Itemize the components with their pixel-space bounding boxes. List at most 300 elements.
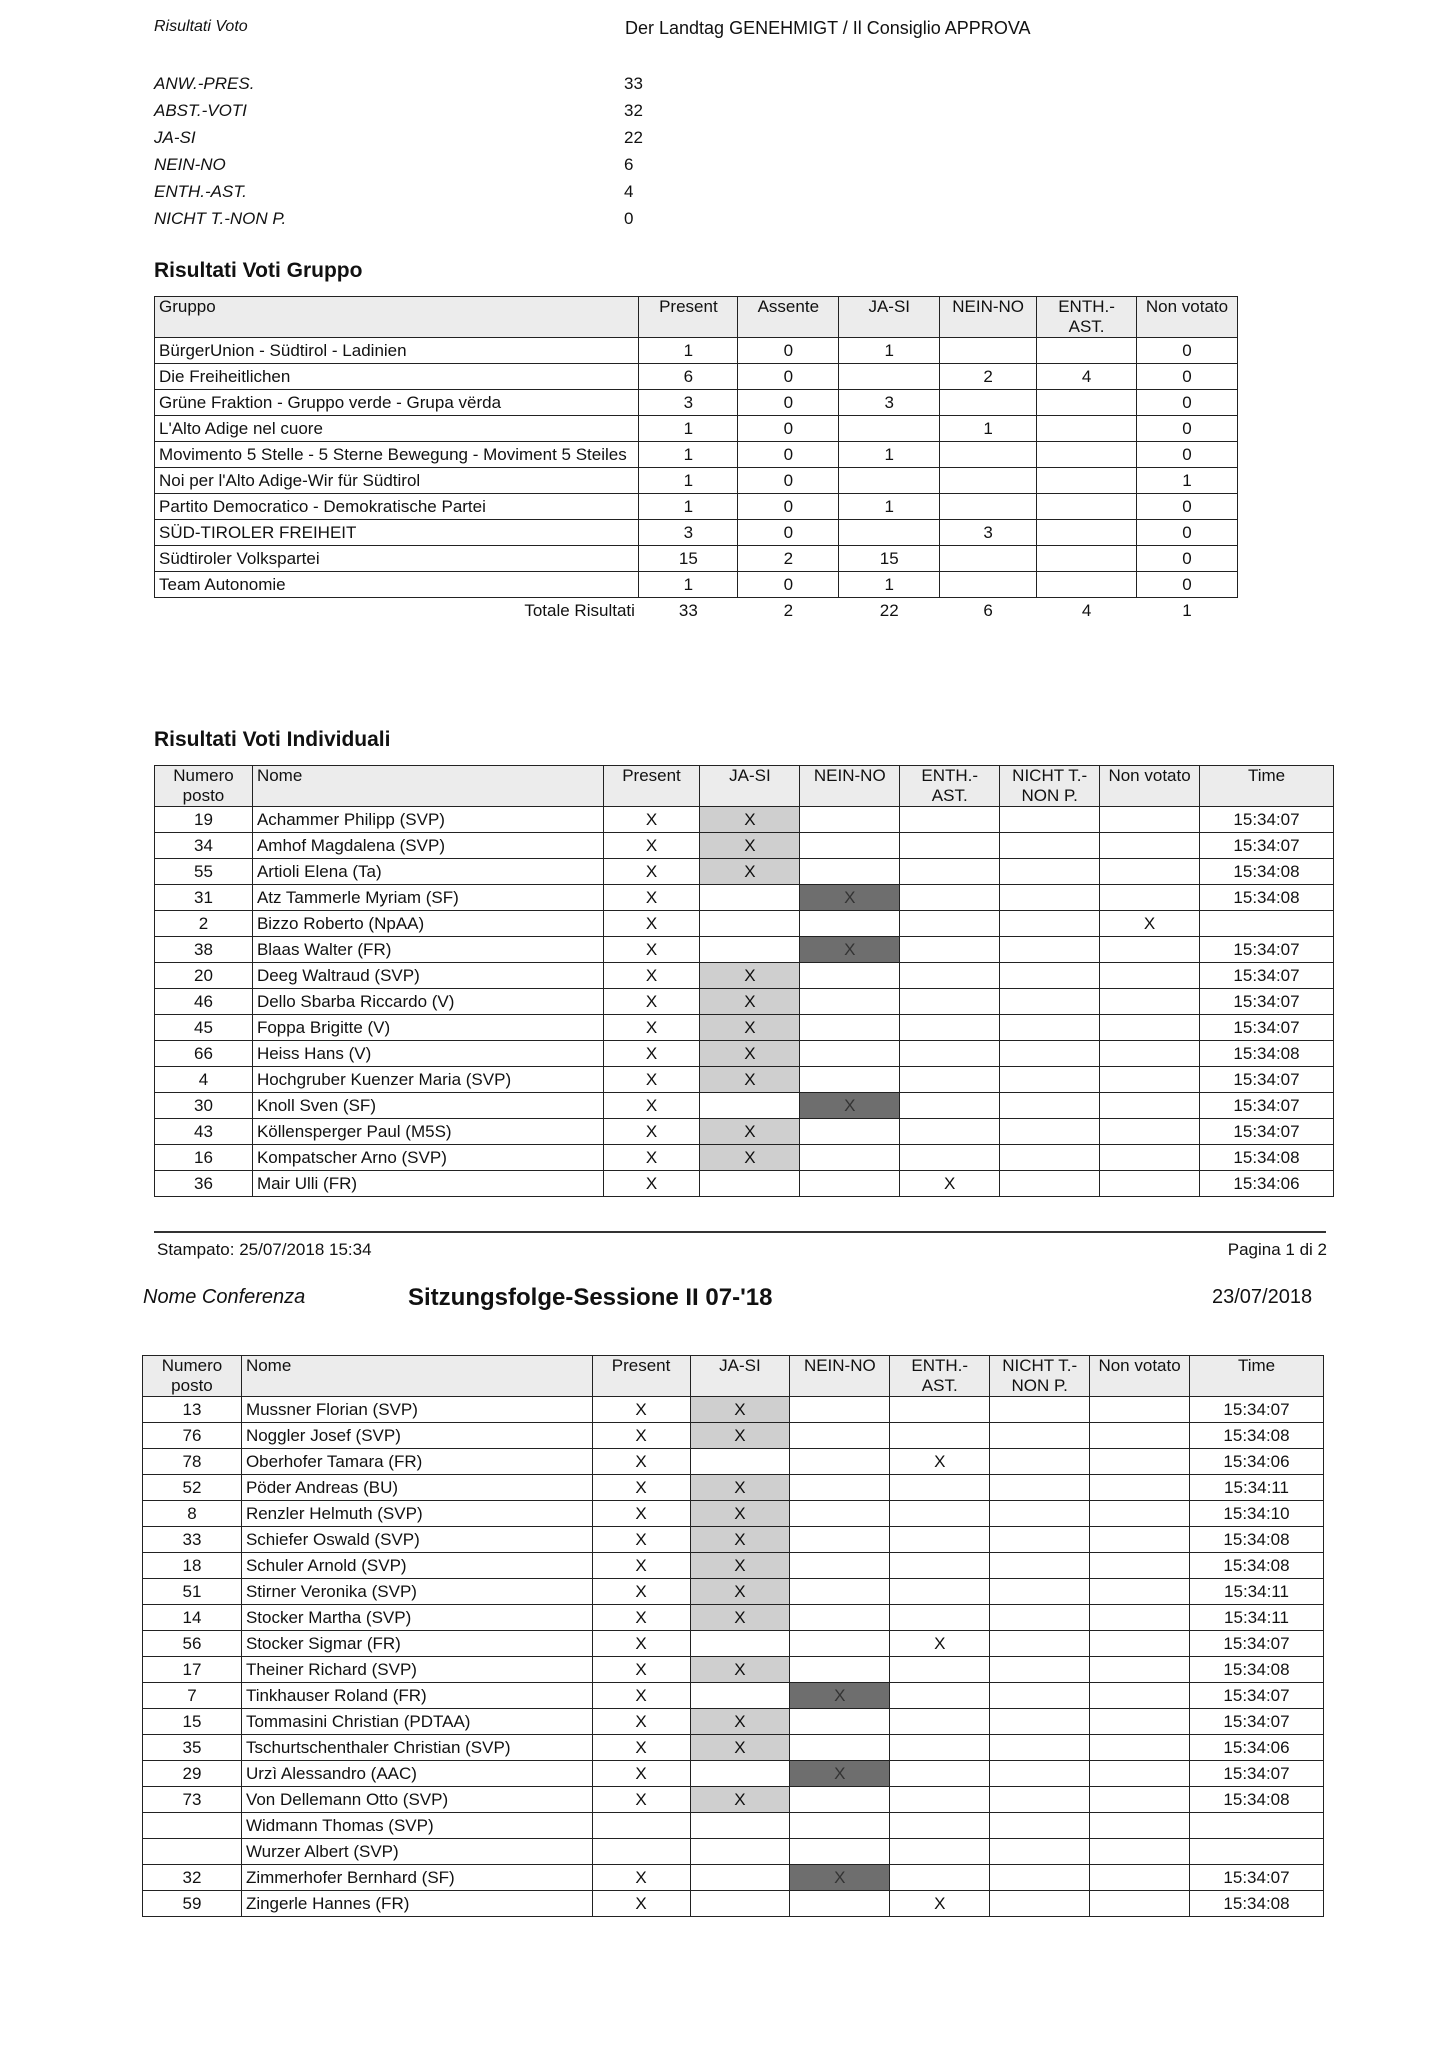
enth-ast-cell (890, 1527, 990, 1553)
ja-si-cell: X (690, 1397, 790, 1423)
vote-time: 15:34:08 (1200, 885, 1334, 911)
nicht-t-cell (990, 1657, 1090, 1683)
group-row (155, 572, 1238, 598)
vote-time (1190, 1813, 1324, 1839)
non-votato-cell (1090, 1813, 1190, 1839)
summary-row (154, 97, 643, 124)
enth-ast-cell (890, 1657, 990, 1683)
seat-number: 56 (143, 1631, 242, 1657)
seat-number: 31 (155, 885, 253, 911)
individual-row (155, 885, 1334, 911)
nein-no-cell (790, 1839, 890, 1865)
member-name: Oberhofer Tamara (FR) (241, 1449, 592, 1475)
nicht-t-cell (990, 1631, 1090, 1657)
individual-row (155, 1119, 1334, 1145)
group-total-cell: 33 (678, 600, 698, 620)
member-name: Dello Sbarba Riccardo (V) (252, 989, 603, 1015)
group-row (155, 468, 1238, 494)
group-cell: 2 (940, 364, 1037, 390)
nicht-t-cell (990, 1449, 1090, 1475)
summary-value: 32 (624, 101, 643, 120)
member-name: Mair Ulli (FR) (252, 1171, 603, 1197)
present-cell: X (592, 1475, 690, 1501)
member-name: Schuler Arnold (SVP) (241, 1553, 592, 1579)
nicht-t-cell (990, 1865, 1090, 1891)
vote-time: 15:34:07 (1200, 1119, 1334, 1145)
vote-time: 15:34:07 (1200, 1093, 1334, 1119)
group-cell (1037, 338, 1137, 364)
nicht-t-cell (990, 1475, 1090, 1501)
conference-label: Nome Conferenza (143, 1286, 306, 1308)
ja-si-cell: X (700, 833, 800, 859)
seat-number (143, 1813, 242, 1839)
nicht-t-cell (1000, 1015, 1100, 1041)
non-votato-cell (1100, 1119, 1200, 1145)
summary-label: ENTH.-AST. (154, 182, 247, 201)
group-results-title: Risultati Voti Gruppo (154, 259, 363, 282)
group-column-header: Non votato (1137, 297, 1238, 338)
group-cell: 0 (738, 416, 839, 442)
ja-si-cell: X (690, 1735, 790, 1761)
vote-time: 15:34:10 (1190, 1501, 1324, 1527)
group-cell: 0 (738, 494, 839, 520)
group-cell (940, 390, 1037, 416)
summary-label: NEIN-NO (154, 155, 226, 174)
seat-number (143, 1839, 242, 1865)
ja-si-cell: X (700, 963, 800, 989)
nein-no-cell (790, 1735, 890, 1761)
ja-si-cell: X (690, 1579, 790, 1605)
present-cell (592, 1813, 690, 1839)
vote-time: 15:34:08 (1190, 1787, 1324, 1813)
non-votato-cell (1090, 1865, 1190, 1891)
individual-row (143, 1865, 1324, 1891)
group-cell: 1 (839, 494, 940, 520)
non-votato-cell (1090, 1527, 1190, 1553)
nicht-t-cell (990, 1423, 1090, 1449)
nein-no-cell (800, 859, 900, 885)
individual-row (143, 1657, 1324, 1683)
ja-si-cell: X (690, 1605, 790, 1631)
group-cell: 3 (639, 390, 738, 416)
present-cell: X (603, 911, 700, 937)
group-cell: 0 (738, 364, 839, 390)
ja-si-cell: X (690, 1553, 790, 1579)
seat-number: 15 (143, 1709, 242, 1735)
individual-row (143, 1631, 1324, 1657)
seat-number: 43 (155, 1119, 253, 1145)
nicht-t-cell (1000, 989, 1100, 1015)
vote-time: 15:34:07 (1200, 989, 1334, 1015)
individual-column-header: Non votato (1090, 1356, 1190, 1397)
seat-number: 52 (143, 1475, 242, 1501)
nicht-t-cell (990, 1735, 1090, 1761)
conference-date: 23/07/2018 (1212, 1286, 1313, 1308)
present-cell: X (592, 1527, 690, 1553)
nein-no-cell (790, 1787, 890, 1813)
individual-row (143, 1423, 1324, 1449)
ja-si-cell: X (690, 1787, 790, 1813)
group-cell (1037, 494, 1137, 520)
seat-number: 7 (143, 1683, 242, 1709)
group-cell: 0 (738, 338, 839, 364)
non-votato-cell (1100, 1171, 1200, 1197)
seat-number: 55 (155, 859, 253, 885)
group-cell: 1 (639, 416, 738, 442)
non-votato-cell (1100, 989, 1200, 1015)
group-cell (1037, 520, 1137, 546)
seat-number: 45 (155, 1015, 253, 1041)
summary-row (154, 124, 643, 151)
nicht-t-cell (990, 1683, 1090, 1709)
enth-ast-cell (900, 807, 1000, 833)
individual-results-table-page1 (154, 765, 1334, 1197)
member-name: Hochgruber Kuenzer Maria (SVP) (252, 1067, 603, 1093)
header-left: Risultati Voto (154, 18, 248, 35)
vote-time: 15:34:08 (1190, 1527, 1324, 1553)
group-column-header: Gruppo (155, 297, 639, 338)
individual-results-title: Risultati Voti Individuali (154, 728, 391, 751)
group-cell: 1 (839, 572, 940, 598)
present-cell: X (603, 833, 700, 859)
group-row (155, 338, 1238, 364)
group-cell: 1 (839, 338, 940, 364)
individual-row (143, 1787, 1324, 1813)
nein-no-cell (790, 1709, 890, 1735)
present-cell: X (592, 1683, 690, 1709)
individual-column-header: JA-SI (700, 766, 800, 807)
group-cell: 0 (1137, 494, 1238, 520)
vote-time: 15:34:07 (1190, 1761, 1324, 1787)
enth-ast-cell (890, 1423, 990, 1449)
seat-number: 18 (143, 1553, 242, 1579)
present-cell: X (592, 1449, 690, 1475)
nein-no-cell (790, 1397, 890, 1423)
enth-ast-cell (900, 1093, 1000, 1119)
nein-no-cell (790, 1423, 890, 1449)
non-votato-cell (1100, 1093, 1200, 1119)
vote-time: 15:34:06 (1190, 1735, 1324, 1761)
group-total-label: Totale Risultati (524, 600, 635, 620)
group-cell: 15 (639, 546, 738, 572)
group-row (155, 494, 1238, 520)
enth-ast-cell (900, 885, 1000, 911)
summary-value: 6 (624, 155, 634, 174)
non-votato-cell (1090, 1839, 1190, 1865)
group-column-header: JA-SI (839, 297, 940, 338)
individual-column-header: Nome (252, 766, 603, 807)
present-cell: X (592, 1501, 690, 1527)
vote-time: 15:34:07 (1200, 807, 1334, 833)
nicht-t-cell (990, 1839, 1090, 1865)
vote-time: 15:34:07 (1200, 1015, 1334, 1041)
non-votato-cell (1090, 1709, 1190, 1735)
vote-time: 15:34:07 (1200, 833, 1334, 859)
individual-row (143, 1735, 1324, 1761)
group-cell: 0 (738, 468, 839, 494)
individual-row (155, 833, 1334, 859)
seat-number: 19 (155, 807, 253, 833)
enth-ast-cell (890, 1813, 990, 1839)
enth-ast-cell (900, 1067, 1000, 1093)
group-total-cell: 22 (879, 600, 899, 620)
enth-ast-cell (890, 1579, 990, 1605)
present-cell: X (592, 1553, 690, 1579)
individual-row (155, 807, 1334, 833)
non-votato-cell (1090, 1735, 1190, 1761)
nicht-t-cell (1000, 1119, 1100, 1145)
enth-ast-cell (890, 1553, 990, 1579)
seat-number: 13 (143, 1397, 242, 1423)
individual-results-table-page2 (142, 1355, 1324, 1917)
member-name: Deeg Waltraud (SVP) (252, 963, 603, 989)
group-cell: 3 (839, 390, 940, 416)
non-votato-cell (1100, 963, 1200, 989)
nein-no-cell (790, 1579, 890, 1605)
nicht-t-cell (1000, 833, 1100, 859)
ja-si-cell: X (700, 859, 800, 885)
nein-no-cell (790, 1891, 890, 1917)
ja-si-cell: X (700, 1041, 800, 1067)
group-row (155, 390, 1238, 416)
vote-time: 15:34:07 (1190, 1865, 1324, 1891)
individual-column-header: NEIN-NO (800, 766, 900, 807)
non-votato-cell (1090, 1553, 1190, 1579)
individual-row (143, 1891, 1324, 1917)
individual-row (155, 1015, 1334, 1041)
nein-no-cell: X (790, 1865, 890, 1891)
seat-number: 4 (155, 1067, 253, 1093)
enth-ast-cell (890, 1865, 990, 1891)
group-name: Grüne Fraktion - Gruppo verde - Grupa vërda (155, 390, 639, 416)
member-name: Von Dellemann Otto (SVP) (241, 1787, 592, 1813)
group-column-header: ENTH.- AST. (1037, 297, 1137, 338)
member-name: Tinkhauser Roland (FR) (241, 1683, 592, 1709)
nicht-t-cell (1000, 1067, 1100, 1093)
group-column-header: Present (639, 297, 738, 338)
individual-row (143, 1709, 1324, 1735)
member-name: Theiner Richard (SVP) (241, 1657, 592, 1683)
group-cell: 1 (839, 442, 940, 468)
seat-number: 46 (155, 989, 253, 1015)
member-name: Urzì Alessandro (AAC) (241, 1761, 592, 1787)
group-cell: 3 (940, 520, 1037, 546)
group-row (155, 546, 1238, 572)
nicht-t-cell (1000, 963, 1100, 989)
non-votato-cell (1090, 1605, 1190, 1631)
ja-si-cell: X (690, 1527, 790, 1553)
vote-time: 15:34:07 (1200, 937, 1334, 963)
footer-divider (154, 1231, 1326, 1233)
individual-row (155, 1145, 1334, 1171)
ja-si-cell (700, 911, 800, 937)
group-cell: 0 (738, 572, 839, 598)
vote-time: 15:34:08 (1200, 1041, 1334, 1067)
group-name: Südtiroler Volkspartei (155, 546, 639, 572)
group-cell (940, 546, 1037, 572)
individual-column-header: NICHT T.- NON P. (1000, 766, 1100, 807)
group-total-cell: 6 (983, 600, 993, 620)
present-cell: X (603, 1171, 700, 1197)
enth-ast-cell (900, 1145, 1000, 1171)
vote-time: 15:34:07 (1190, 1397, 1324, 1423)
ja-si-cell: X (700, 1015, 800, 1041)
vote-time: 15:34:07 (1190, 1709, 1324, 1735)
group-cell (839, 468, 940, 494)
summary-row (154, 205, 643, 232)
non-votato-cell (1090, 1449, 1190, 1475)
non-votato-cell (1100, 1067, 1200, 1093)
nicht-t-cell (1000, 1171, 1100, 1197)
nein-no-cell (800, 911, 900, 937)
individual-row (143, 1553, 1324, 1579)
vote-time: 15:34:11 (1190, 1605, 1324, 1631)
enth-ast-cell (890, 1683, 990, 1709)
individual-row (143, 1397, 1324, 1423)
nicht-t-cell (990, 1579, 1090, 1605)
individual-row (143, 1527, 1324, 1553)
non-votato-cell (1100, 937, 1200, 963)
non-votato-cell (1100, 885, 1200, 911)
vote-time: 15:34:07 (1200, 963, 1334, 989)
ja-si-cell (700, 885, 800, 911)
individual-row (143, 1761, 1324, 1787)
summary-row (154, 70, 643, 97)
nicht-t-cell (1000, 859, 1100, 885)
non-votato-cell (1090, 1683, 1190, 1709)
group-total-row (155, 598, 1238, 624)
present-cell: X (603, 1145, 700, 1171)
group-name: Noi per l'Alto Adige-Wir für Südtirol (155, 468, 639, 494)
nein-no-cell (800, 1067, 900, 1093)
member-name: Renzler Helmuth (SVP) (241, 1501, 592, 1527)
member-name: Artioli Elena (Ta) (252, 859, 603, 885)
present-cell: X (592, 1891, 690, 1917)
ja-si-cell: X (700, 1119, 800, 1145)
seat-number: 30 (155, 1093, 253, 1119)
ja-si-cell (690, 1761, 790, 1787)
group-name: Die Freiheitlichen (155, 364, 639, 390)
member-name: Knoll Sven (SF) (252, 1093, 603, 1119)
nein-no-cell (800, 963, 900, 989)
conference-title: Sitzungsfolge-Sessione II 07-'18 (408, 1284, 773, 1311)
enth-ast-cell (900, 1015, 1000, 1041)
group-total-cell: 2 (783, 600, 794, 620)
group-cell (940, 572, 1037, 598)
ja-si-cell (700, 1171, 800, 1197)
group-cell: 0 (1137, 416, 1238, 442)
non-votato-cell (1100, 833, 1200, 859)
seat-number: 73 (143, 1787, 242, 1813)
individual-row (143, 1475, 1324, 1501)
present-cell: X (603, 937, 700, 963)
enth-ast-cell (890, 1787, 990, 1813)
individual-column-header: Time (1190, 1356, 1324, 1397)
vote-time: 15:34:08 (1190, 1553, 1324, 1579)
nein-no-cell (790, 1475, 890, 1501)
seat-number: 59 (143, 1891, 242, 1917)
vote-time: 15:34:08 (1200, 859, 1334, 885)
present-cell: X (592, 1579, 690, 1605)
enth-ast-cell (890, 1397, 990, 1423)
member-name: Heiss Hans (V) (252, 1041, 603, 1067)
nicht-t-cell (1000, 937, 1100, 963)
non-votato-cell (1090, 1579, 1190, 1605)
nein-no-cell: X (800, 885, 900, 911)
seat-number: 20 (155, 963, 253, 989)
present-cell (592, 1839, 690, 1865)
group-cell (1037, 390, 1137, 416)
member-name: Köllensperger Paul (M5S) (252, 1119, 603, 1145)
member-name: Tommasini Christian (PDTAA) (241, 1709, 592, 1735)
nicht-t-cell (990, 1397, 1090, 1423)
seat-number: 78 (143, 1449, 242, 1475)
nicht-t-cell (990, 1553, 1090, 1579)
seat-number: 34 (155, 833, 253, 859)
member-name: Stocker Sigmar (FR) (241, 1631, 592, 1657)
nein-no-cell: X (790, 1761, 890, 1787)
group-cell: 0 (1137, 364, 1238, 390)
non-votato-cell (1090, 1475, 1190, 1501)
group-name: Partito Democratico - Demokratische Partei (155, 494, 639, 520)
group-cell (839, 364, 940, 390)
individual-row (155, 963, 1334, 989)
nein-no-cell (790, 1605, 890, 1631)
non-votato-cell (1090, 1397, 1190, 1423)
individual-row (143, 1501, 1324, 1527)
individual-column-header: Present (592, 1356, 690, 1397)
individual-row (143, 1683, 1324, 1709)
ja-si-cell (690, 1891, 790, 1917)
seat-number: 33 (143, 1527, 242, 1553)
nein-no-cell (800, 989, 900, 1015)
group-cell: 4 (1037, 364, 1137, 390)
group-total-cell: 1 (1182, 600, 1192, 620)
group-cell (940, 494, 1037, 520)
nein-no-cell: X (800, 1093, 900, 1119)
ja-si-cell: X (690, 1657, 790, 1683)
enth-ast-cell (900, 937, 1000, 963)
enth-ast-cell (900, 1041, 1000, 1067)
non-votato-cell (1100, 859, 1200, 885)
enth-ast-cell: X (890, 1631, 990, 1657)
enth-ast-cell (890, 1839, 990, 1865)
present-cell: X (603, 859, 700, 885)
individual-row (155, 937, 1334, 963)
enth-ast-cell (890, 1605, 990, 1631)
individual-row (155, 1093, 1334, 1119)
header-right: Der Landtag GENEHMIGT / Il Consiglio APPROVA (625, 18, 1031, 38)
seat-number: 51 (143, 1579, 242, 1605)
summary-value: 33 (624, 74, 643, 93)
member-name: Foppa Brigitte (V) (252, 1015, 603, 1041)
vote-time: 15:34:06 (1190, 1449, 1324, 1475)
non-votato-cell (1090, 1423, 1190, 1449)
group-column-header: Assente (738, 297, 839, 338)
non-votato-cell (1090, 1891, 1190, 1917)
group-cell (940, 338, 1037, 364)
vote-time: 15:34:07 (1200, 1067, 1334, 1093)
nein-no-cell: X (790, 1683, 890, 1709)
member-name: Achammer Philipp (SVP) (252, 807, 603, 833)
present-cell: X (603, 1067, 700, 1093)
individual-row (155, 1171, 1334, 1197)
enth-ast-cell (900, 859, 1000, 885)
non-votato-cell (1090, 1761, 1190, 1787)
group-cell: 0 (1137, 546, 1238, 572)
group-name: SÜD-TIROLER FREIHEIT (155, 520, 639, 546)
individual-row (155, 859, 1334, 885)
